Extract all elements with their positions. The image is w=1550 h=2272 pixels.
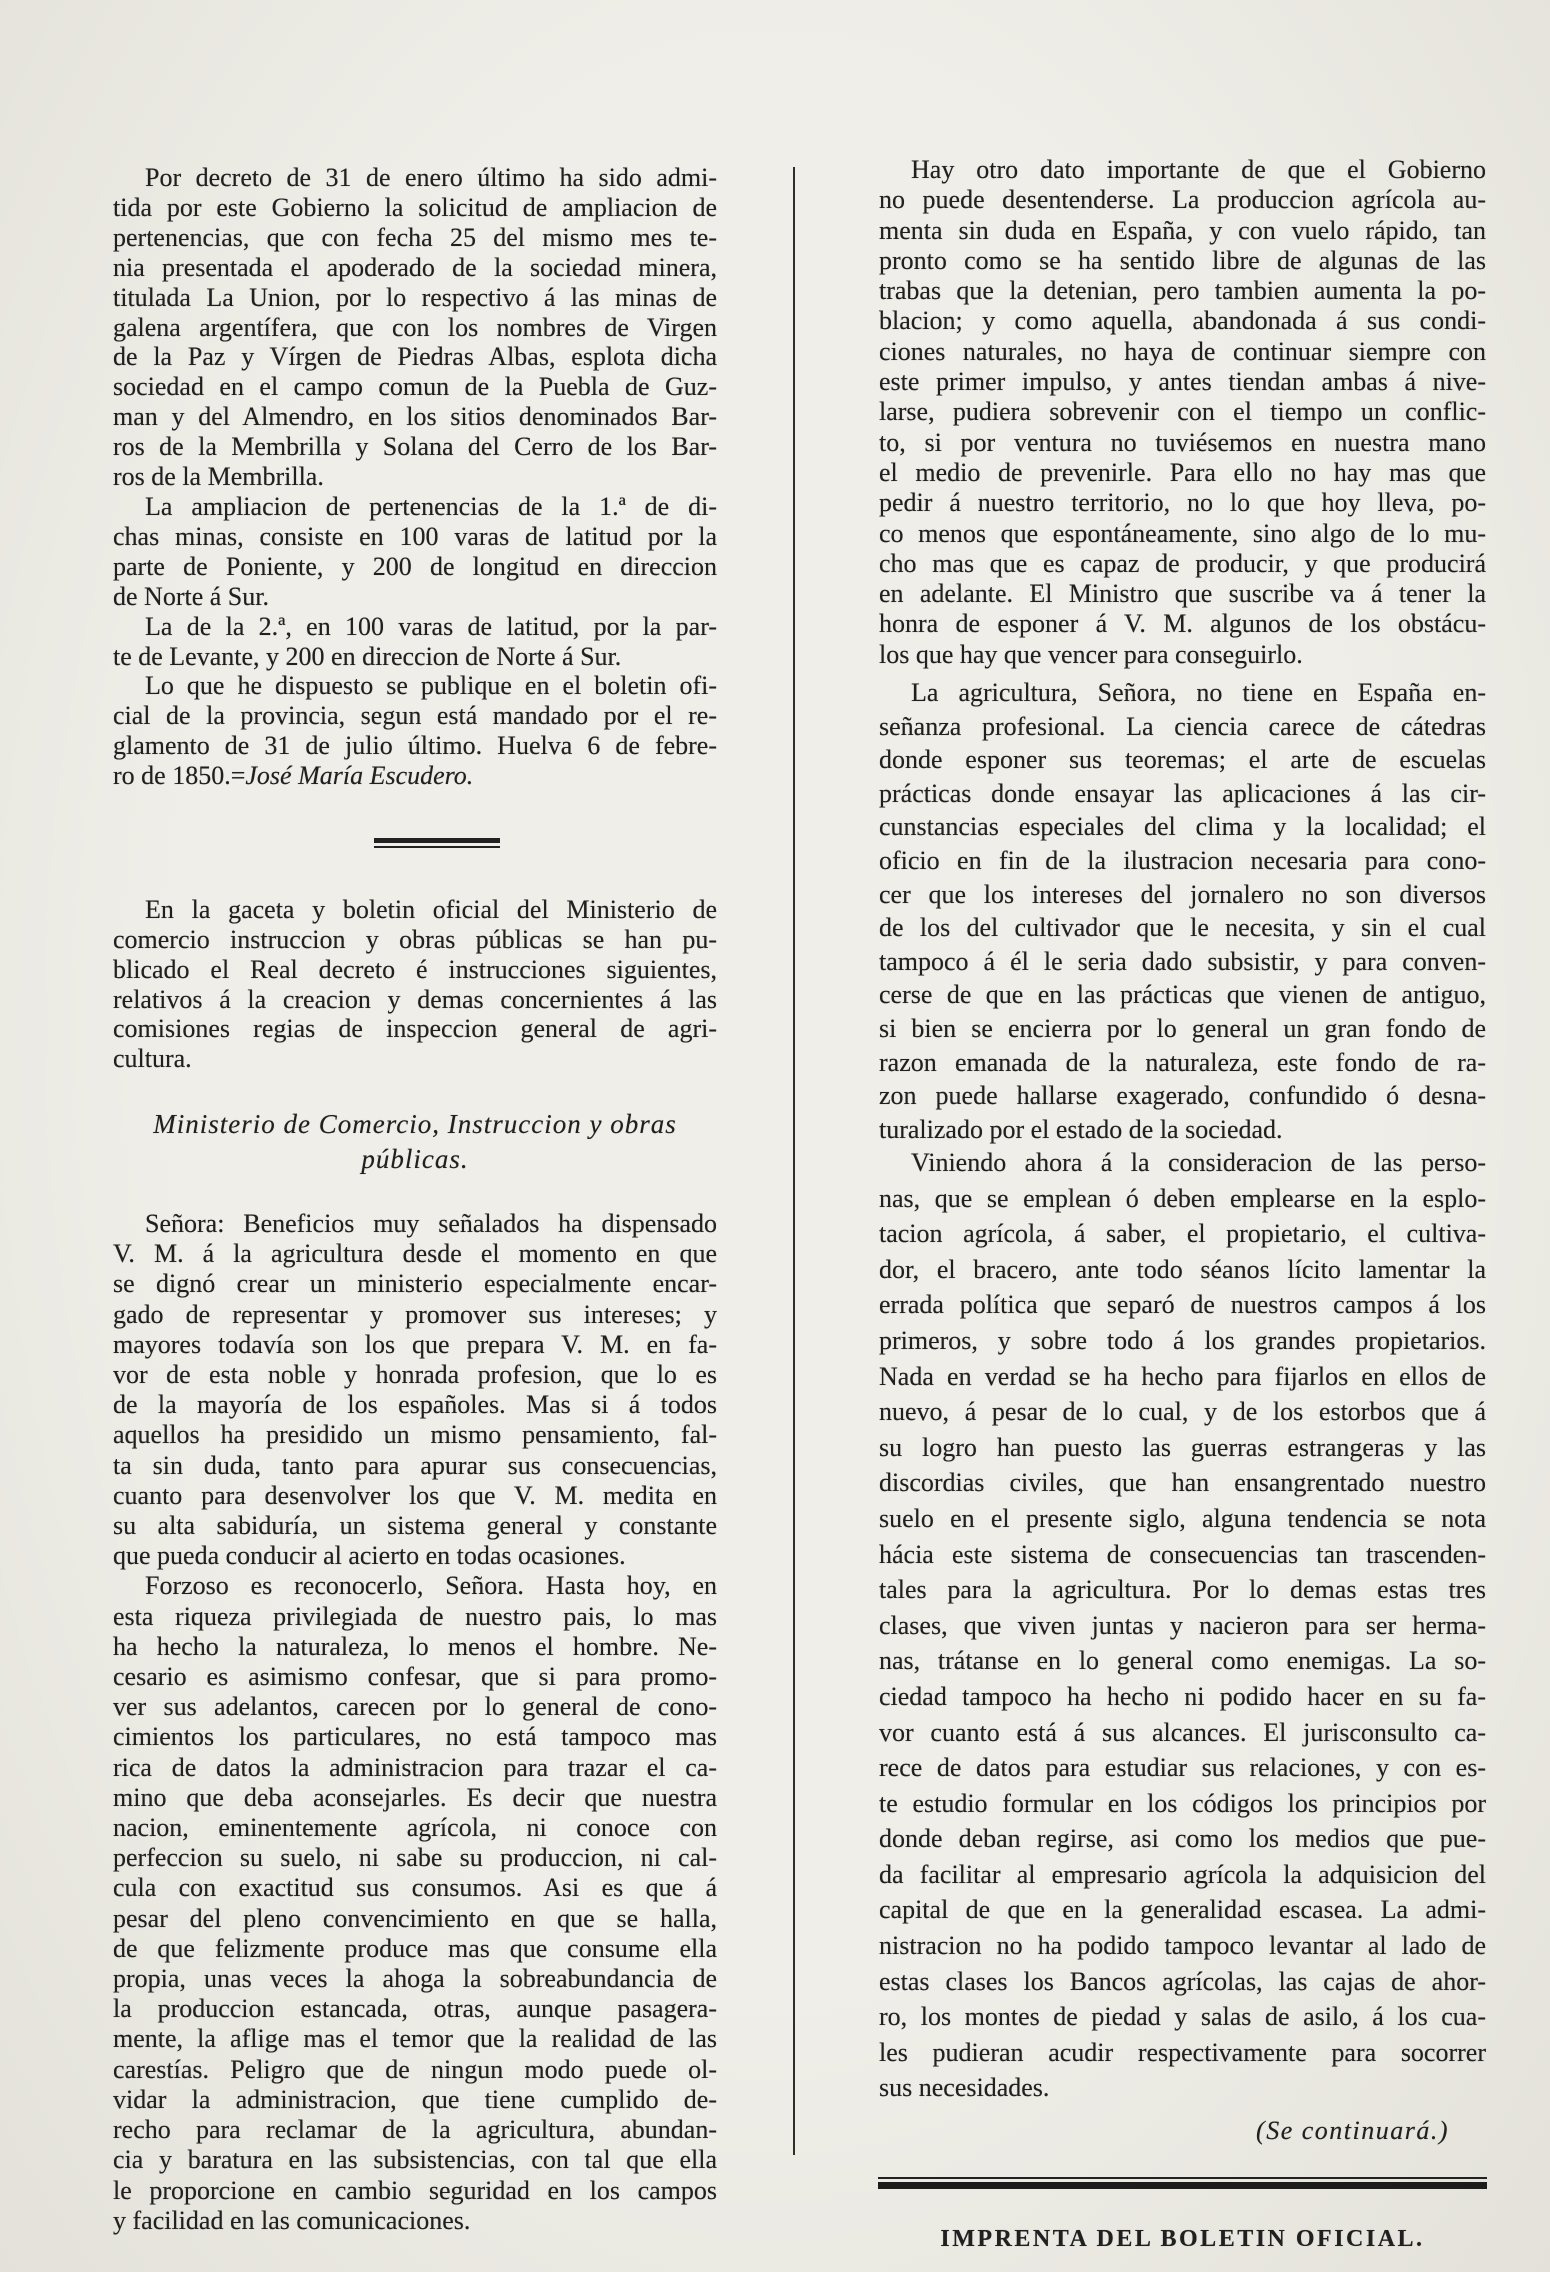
- text-line: ros de la Membrilla.: [113, 462, 324, 492]
- text-line: glamento de 31 de julio último. Huelva 6 de febre-: [113, 731, 717, 761]
- text-line: Nada en verdad se ha hecho para fijarlos en ellos de: [879, 1361, 1486, 1391]
- text-line: Viniendo ahora á la consideracion de las perso-: [911, 1148, 1486, 1177]
- text-line: dor, el bracero, ante todo séanos lícito lamentar la: [879, 1254, 1486, 1284]
- text-line: larse, pudiera sobrevenir con el tiempo un conflic-: [879, 397, 1486, 427]
- text-line: cho mas que es capaz de producir, y que producirá: [879, 548, 1486, 578]
- text-line: chas minas, consiste en 100 varas de latitud por la: [113, 521, 717, 551]
- text-line: propia, unas veces la ahoga la sobreabundancia de: [113, 1964, 717, 1994]
- heading-line: públicas.: [361, 1144, 469, 1174]
- text-line: vor de esta noble y honrada profesion, que lo es: [113, 1360, 717, 1390]
- text-line: sociedad en el campo comun de la Puebla de Guz-: [113, 372, 717, 402]
- text-line: les pudieran acudir respectivamente para socorrer: [879, 2037, 1486, 2067]
- text-line: zon puede hallarse exagerado, confundido ó desna-: [879, 1081, 1486, 1111]
- text-line: gado de representar y promover sus intereses; y: [113, 1299, 717, 1329]
- text-line: no puede desentenderse. La produccion agrícola au-: [879, 185, 1486, 215]
- text-line: este primer impulso, y antes tiendan ambas á nive-: [879, 367, 1486, 397]
- ministry-heading: [113, 1107, 717, 1177]
- text-line: vor cuanto está á sus alcances. El jurisconsulto ca-: [879, 1717, 1486, 1747]
- text-line: pedir á nuestro territorio, no lo que hoy lleva, po-: [879, 488, 1486, 518]
- text-run: ro de 1850.=: [113, 761, 246, 791]
- text-line: de Norte á Sur.: [113, 581, 269, 611]
- text-line: que pueda conducir al acierto en todas ocasiones.: [113, 1541, 626, 1571]
- text-line: de la mayoría de los españoles. Mas si á todos: [113, 1390, 717, 1420]
- text-line: relativos á la creacion y demas concernientes á las: [113, 984, 717, 1014]
- text-line: blacion; y como aquella, abandonada á sus condi-: [879, 306, 1486, 336]
- text-line: ro, los montes de piedad y salas de asilo, á los cua-: [879, 2002, 1486, 2032]
- paragraph: [879, 1145, 1486, 2106]
- text-line: ciedad tampoco ha hecho ni podido hacer en su fa-: [879, 1681, 1486, 1711]
- text-line: nia presentada el apoderado de la sociedad minera,: [113, 252, 717, 282]
- royal-exposition-part-2: [879, 155, 1486, 670]
- text-line: La agricultura, Señora, no tiene en España en-: [911, 678, 1486, 707]
- text-line: nistracion no ha podido tampoco levantar al lado de: [879, 1931, 1486, 1961]
- text-line: su alta sabiduría, un sistema general y constante: [113, 1511, 717, 1541]
- text-line: errada política que separó de nuestros campos á los: [879, 1290, 1486, 1320]
- text-line: turalizado por el estado de la sociedad.: [879, 1114, 1283, 1144]
- text-line: vidar la administracion, que tiene cumplido de-: [113, 2084, 717, 2114]
- text-line: comisiones regias de inspeccion general de agri-: [113, 1014, 717, 1044]
- royal-exposition-part-3: [879, 676, 1486, 1146]
- text-line: Hay otro dato importante de que el Gobierno: [911, 155, 1486, 184]
- text-line: en adelante. El Ministro que suscribe va á tener la: [879, 579, 1486, 609]
- text-line: si bien se encierra por lo general un gran fondo de: [879, 1013, 1486, 1043]
- paragraph: [113, 1571, 717, 2235]
- text-line: se dignó crear un ministerio especialmente encar-: [113, 1269, 717, 1299]
- text-line: nacion, eminentemente agrícola, ni conoce con: [113, 1813, 717, 1843]
- text-line: galena argentífera, que con los nombres de Virgen: [113, 312, 717, 342]
- decree-notice: [113, 163, 717, 791]
- text-line: carestías. Peligro que de ningun modo puede ol-: [113, 2054, 717, 2084]
- text-line: to, si por ventura no tuviésemos en nuestra mano: [879, 427, 1486, 457]
- continuation-note: (Se continuará.): [1256, 2116, 1449, 2145]
- text-line: clases, que viven juntas y nacieron para ser herma-: [879, 1610, 1486, 1640]
- text-line: y facilidad en las comunicaciones.: [113, 2205, 471, 2235]
- text-line: donde esponer sus teoremas; el arte de escuelas: [879, 745, 1486, 775]
- text-line: de los del cultivador que le necesita, y sin el cual: [879, 913, 1486, 943]
- text-line: cunstancias especiales del clima y la localidad; el: [879, 812, 1486, 842]
- text-line: de que felizmente produce mas que consume ella: [113, 1933, 717, 1963]
- text-line: tacion agrícola, á saber, el propietario, el cultiva-: [879, 1219, 1486, 1249]
- text-line: aquellos ha presidido un mismo pensamiento, fal-: [113, 1420, 717, 1450]
- text-line: pesar del pleno convencimiento en que se halla,: [113, 1903, 717, 1933]
- text-line: menta sin duda en España, y con vuelo rápido, tan: [879, 215, 1486, 245]
- text-line: man y del Almendro, en los sitios denominados Bar-: [113, 402, 717, 432]
- text-line: nas, que se emplean ó deben emplearse en la esplo-: [879, 1183, 1486, 1213]
- text-line: ver sus adelantos, carecen por lo general de cono-: [113, 1692, 717, 1722]
- paragraph: [113, 1209, 717, 1571]
- paragraph: [113, 492, 717, 612]
- text-line: discordias civiles, que han ensangrentado nuestro: [879, 1468, 1486, 1498]
- text-line: señanza profesional. La ciencia carece de cátedras: [879, 711, 1486, 741]
- text-line: perfeccion su suelo, ni sabe su produccion, ni cal-: [113, 1843, 717, 1873]
- text-line: nas, trátanse en lo general como enemigas. La so-: [879, 1646, 1486, 1676]
- paragraph: [113, 895, 717, 1074]
- text-line: los que hay que vencer para conseguirlo.: [879, 639, 1303, 669]
- text-line: cer que los intereses del jornalero no son diversos: [879, 879, 1486, 909]
- text-line: da facilitar al empresario agrícola la adquisicion del: [879, 1859, 1486, 1889]
- text-line: primeros, y sobre todo á los grandes propietarios.: [879, 1325, 1486, 1355]
- text-line: suelo en el presente siglo, alguna tendencia se nota: [879, 1503, 1486, 1533]
- royal-exposition-part-1: [113, 1209, 717, 2236]
- text-line: pertenencias, que con fecha 25 del mismo mes te-: [113, 222, 717, 252]
- text-line: co menos que espontáneamente, sino algo de lo mu-: [879, 518, 1486, 548]
- gazette-intro: [113, 895, 717, 1074]
- text-line: recho para reclamar de la agricultura, abundan-: [113, 2115, 717, 2145]
- text-line: capital de que en la generalidad escasea. La admi-: [879, 1895, 1486, 1925]
- paragraph: [879, 676, 1486, 1146]
- text-line: prácticas donde ensayar las aplicaciones á las cir-: [879, 778, 1486, 808]
- text-line: el medio de prevenirle. Para ello no hay mas que: [879, 457, 1486, 487]
- paragraph: [879, 155, 1486, 670]
- text-line: V. M. á la agricultura desde el momento en que: [113, 1239, 717, 1269]
- text-line: titulada La Union, por lo respectivo á las minas de: [113, 282, 717, 312]
- text-line: trabas que la detenian, pero tambien aumenta la po-: [879, 276, 1486, 306]
- text-line: Por decreto de 31 de enero último ha sido admi-: [145, 163, 717, 192]
- text-line: oficio en fin de la ilustracion necesaria para cono-: [879, 845, 1486, 875]
- text-line: parte de Poniente, y 200 de longitud en direccion: [113, 551, 717, 581]
- closing-double-rule: [878, 2177, 1487, 2179]
- text-line: honra de esponer á V. M. algunos de los obstácu-: [879, 609, 1486, 639]
- text-line: su logro han puesto las guerras estrangeras y las: [879, 1432, 1486, 1462]
- text-line: cial de la provincia, segun está mandado por el re-: [113, 701, 717, 731]
- text-line: donde deban regirse, asi como los medios que pue-: [879, 1824, 1486, 1854]
- text-line: ta sin duda, tanto para apurar sus consecuencias,: [113, 1450, 717, 1480]
- text-line: blicado el Real decreto é instrucciones siguientes,: [113, 954, 717, 984]
- text-line: cultura.: [113, 1044, 192, 1074]
- text-line: mayores todavía son los que prepara V. M. en fa-: [113, 1329, 717, 1359]
- text-line: mino que deba aconsejarles. Es decir que nuestra: [113, 1782, 717, 1812]
- text-line: te estudio formular en los códigos los principios por: [879, 1788, 1486, 1818]
- text-line: pronto como se ha sentido libre de algunas de las: [879, 245, 1486, 275]
- text-line: ros de la Membrilla y Solana del Cerro de los Bar-: [113, 432, 717, 462]
- paragraph: [113, 163, 717, 492]
- section-ornament-rule: [374, 838, 500, 843]
- printer-imprint: IMPRENTA DEL BOLETIN OFICIAL.: [940, 2226, 1425, 2252]
- text-line: hácia este sistema de consecuencias tan trascenden-: [879, 1539, 1486, 1569]
- paragraph: [113, 612, 717, 672]
- text-line: comercio instruccion y obras públicas se han pu-: [113, 924, 717, 954]
- text-line: Forzoso es reconocerlo, Señora. Hasta hoy, en: [145, 1571, 717, 1601]
- column-divider: [793, 167, 795, 2155]
- text-line: la produccion estancada, otras, aunque pasagera-: [113, 1994, 717, 2024]
- text-line: cimientos los particulares, no está tampoco mas: [113, 1722, 717, 1752]
- text-line: [113, 761, 717, 791]
- paragraph: [113, 671, 717, 791]
- text-line: mente, la aflige mas el temor que la realidad de las: [113, 2024, 717, 2054]
- text-line: esta riqueza privilegiada de nuestro pais, lo mas: [113, 1601, 717, 1631]
- text-line: sus necesidades.: [879, 2073, 1050, 2103]
- text-line: Señora: Beneficios muy señalados ha dispensado: [145, 1209, 717, 1238]
- text-line: razon emanada de la naturaleza, este fondo de ra-: [879, 1047, 1486, 1077]
- text-line: cuanto para desenvolver los que V. M. medita en: [113, 1480, 717, 1510]
- text-line: La de la 2.ª, en 100 varas de latitud, por la par-: [145, 611, 717, 641]
- text-line: tampoco á él le seria dado subsistir, y para conven-: [879, 946, 1486, 976]
- text-line: de la Paz y Vírgen de Piedras Albas, esplota dicha: [113, 342, 717, 372]
- signature-name: José María Escudero.: [245, 761, 474, 791]
- text-line: rece de datos para estudiar sus relaciones, y con es-: [879, 1753, 1486, 1783]
- text-line: rica de datos la administracion para trazar el ca-: [113, 1752, 717, 1782]
- text-line: cesario es asimismo confesar, que si para promo-: [113, 1662, 717, 1692]
- text-line: estas clases los Bancos agrícolas, las cajas de ahor-: [879, 1966, 1486, 1996]
- text-line: le proporcione en cambio seguridad en los campos: [113, 2175, 717, 2205]
- text-line: En la gaceta y boletin oficial del Ministerio de: [145, 895, 717, 924]
- text-line: Lo que he dispuesto se publique en el boletin ofi-: [145, 671, 717, 701]
- text-line: ha hecho la naturaleza, lo menos el hombre. Ne-: [113, 1631, 717, 1661]
- text-line: nuevo, á pesar de lo cual, y de los estorbos que á: [879, 1397, 1486, 1427]
- text-line: te de Levante, y 200 en direccion de Norte á Sur.: [113, 641, 622, 671]
- text-line: La ampliacion de pertenencias de la 1.ª de di-: [145, 491, 717, 521]
- text-line: tales para la agricultura. Por lo demas estas tres: [879, 1575, 1486, 1605]
- text-line: tida por este Gobierno la solicitud de ampliacion de: [113, 192, 717, 222]
- royal-exposition-part-4: [879, 1145, 1486, 2106]
- text-line: ciones naturales, no haya de continuar siempre con: [879, 336, 1486, 366]
- heading-line: Ministerio de Comercio, Instruccion y obras: [153, 1109, 677, 1139]
- text-line: cula con exactitud sus consumos. Asi es que á: [113, 1873, 717, 1903]
- text-line: cerse de que en las prácticas que vienen de antiguo,: [879, 980, 1486, 1010]
- text-line: cia y baratura en las subsistencias, con tal que ella: [113, 2145, 717, 2175]
